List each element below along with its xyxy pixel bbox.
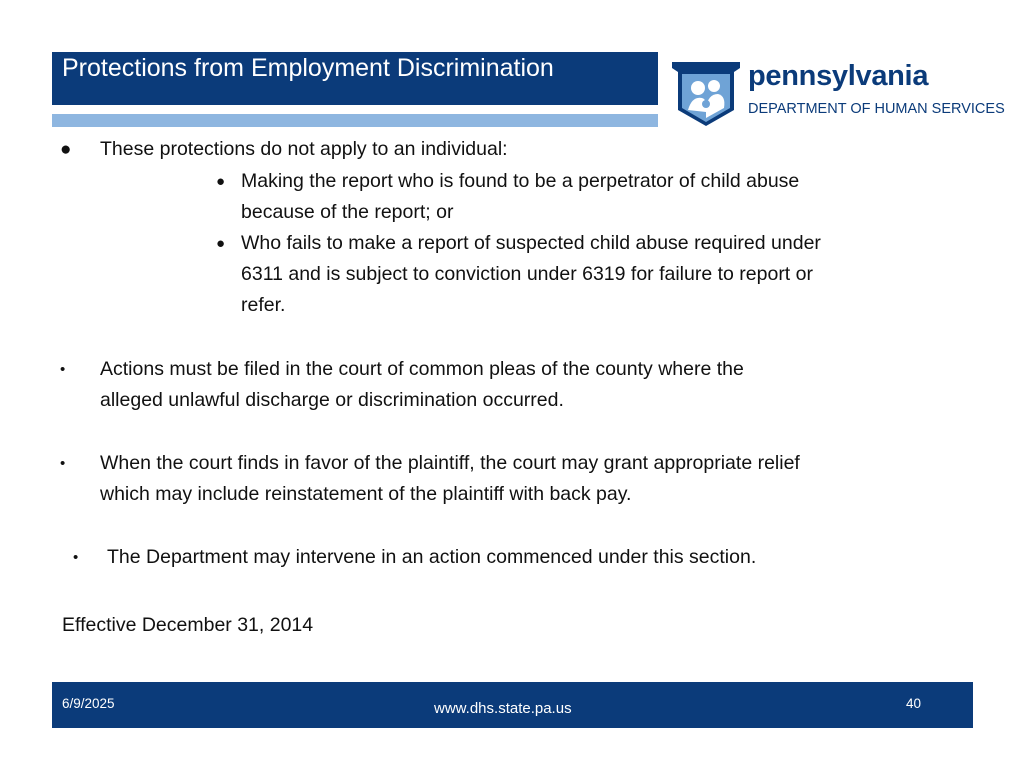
bullet-dot: • — [60, 361, 66, 378]
effective-date: Effective December 31, 2014 — [62, 614, 314, 636]
bullet-2 — [100, 354, 744, 416]
sub-bullet-1-line-2: because of the report; or — [241, 201, 454, 223]
bullet-dot: • — [73, 549, 79, 566]
sub-bullet-2-line-1: Who fails to make a report of suspected child abuse required under — [241, 232, 821, 254]
sub-bullet-1 — [241, 166, 799, 228]
title-bar — [52, 52, 658, 105]
bullet-2-line-1: Actions must be filed in the court of common pleas of the county where the — [100, 358, 744, 380]
sub-bullet-1-line-1: Making the report who is found to be a perpetrator of child abuse — [241, 170, 800, 192]
bullet-dot: • — [60, 455, 66, 472]
slide-title: Protections from Employment Discrimination — [62, 54, 554, 82]
bullet-2-line-2: alleged unlawful discharge or discrimination occurred. — [100, 389, 564, 411]
bullet-1 — [100, 134, 508, 165]
sub-bullet-dot: ● — [216, 173, 226, 190]
logo-wordmark: pennsylvania — [748, 60, 929, 92]
sub-bullet-2-line-3: refer. — [241, 294, 286, 316]
logo-subtitle: DEPARTMENT OF HUMAN SERVICES — [748, 101, 1005, 117]
footer-date: 6/9/2025 — [62, 696, 115, 711]
pa-dhs-logo — [668, 52, 1008, 128]
bullet-4 — [107, 542, 756, 573]
bullet-3 — [100, 448, 800, 510]
footer-url-link[interactable]: www.dhs.state.pa.us — [434, 700, 572, 717]
sub-bullet-dot: ● — [216, 235, 226, 252]
bullet-3-line-2: which may include reinstatement of the plaintiff with back pay. — [100, 483, 632, 505]
sub-bullet-2-line-2: 6311 and is subject to conviction under 6319 for failure to report or — [241, 263, 813, 285]
bullet-1-text: These protections do not apply to an individual: — [100, 138, 508, 160]
bullet-dot: ● — [60, 139, 72, 160]
sub-bullet-2 — [241, 228, 821, 321]
page-number: 40 — [905, 696, 921, 711]
footer-bar — [52, 682, 973, 728]
title-underline — [52, 114, 658, 127]
bullet-4-line-1: The Department may intervene in an action commenced under this section. — [107, 546, 757, 568]
keystone-family-icon — [668, 52, 744, 128]
bullet-3-line-1: When the court finds in favor of the plaintiff, the court may grant appropriate relief — [100, 452, 800, 474]
